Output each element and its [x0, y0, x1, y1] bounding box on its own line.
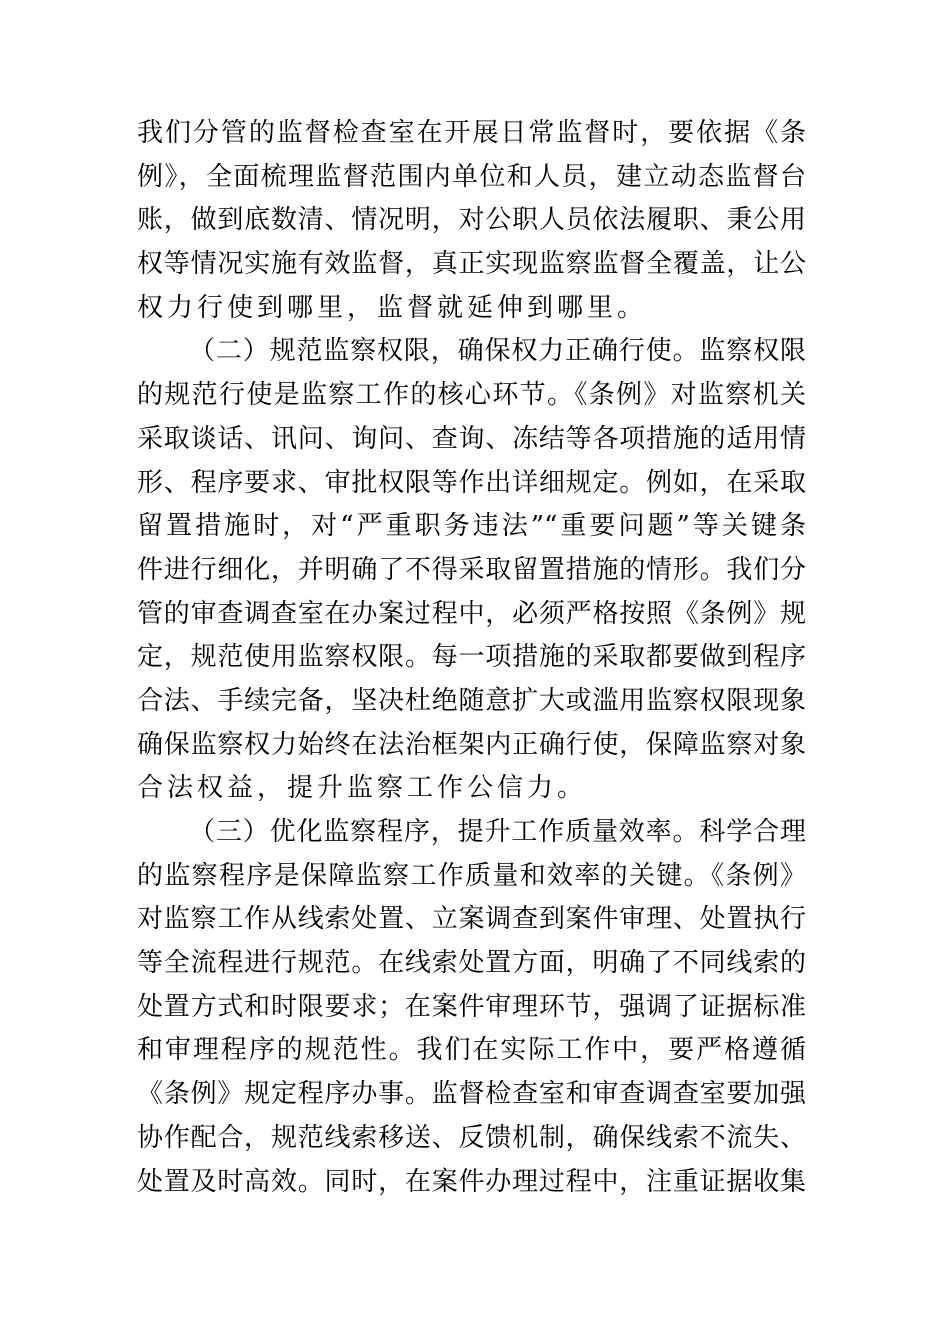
text-line: 权力行使到哪里，监督就延伸到哪里。	[137, 292, 648, 323]
text-line: 账，做到底数清、情况明，对公职人员依法履职、秉公用	[137, 205, 806, 236]
text-line: 《条例》规定程序办事。监督检查室和审查调查室要加强	[137, 1079, 806, 1110]
text-line: 权等情况实施有效监督，真正实现监察监督全覆盖，让公	[137, 249, 806, 280]
text-line: 合法、手续完备，坚决杜绝随意扩大或滥用监察权限现象	[137, 685, 806, 716]
text-line: 形、程序要求、审批权限等作出详细规定。例如，在采取	[137, 467, 806, 498]
text-line: 处置方式和时限要求；在案件审理环节，强调了证据标准	[137, 991, 806, 1022]
paragraph-3	[137, 811, 806, 1204]
text-line: 的监察程序是保障监察工作质量和效率的关键。《条例》	[137, 860, 806, 891]
paragraph-2	[137, 330, 806, 811]
text-line: 的规范行使是监察工作的核心环节。《条例》对监察机关	[137, 380, 806, 411]
text-line: （三）优化监察程序，提升工作质量效率。科学合理	[189, 817, 806, 847]
text-line: 等全流程进行规范。在线索处置方面，明确了不同线索的	[137, 948, 806, 979]
text-line: 件进行细化，并明确了不得采取留置措施的情形。我们分	[137, 554, 806, 585]
text-line: 和审理程序的规范性。我们在实际工作中，要严格遵循	[137, 1035, 806, 1066]
text-line: 处置及时高效。同时，在案件办理过程中，注重证据收集	[137, 1166, 806, 1197]
text-line: 合法权益，提升监察工作公信力。	[137, 773, 588, 804]
paragraph-1	[137, 112, 806, 330]
text-line: 管的审查调查室在办案过程中，必须严格按照《条例》规	[137, 598, 806, 629]
text-line: 协作配合，规范线索移送、反馈机制，确保线索不流失、	[137, 1122, 806, 1153]
text-line: 对监察工作从线索处置、立案调查到案件审理、处置执行	[137, 904, 806, 935]
text-line: 定，规范使用监察权限。每一项措施的采取都要做到程序	[137, 642, 806, 673]
document-body	[137, 112, 806, 1204]
text-line: （二）规范监察权限，确保权力正确行使。监察权限	[189, 336, 806, 367]
text-line: 确保监察权力始终在法治框架内正确行使，保障监察对象	[137, 729, 806, 760]
text-line: 我们分管的监督检查室在开展日常监督时，要依据《条	[137, 118, 806, 148]
text-line: 例》，全面梳理监督范围内单位和人员，建立动态监督台	[137, 161, 806, 192]
text-line: 留置措施时，对“严重职务违法”“重要问题”等关键条	[137, 511, 806, 542]
text-line: 采取谈话、讯问、询问、查询、冻结等各项措施的适用情	[137, 423, 806, 454]
